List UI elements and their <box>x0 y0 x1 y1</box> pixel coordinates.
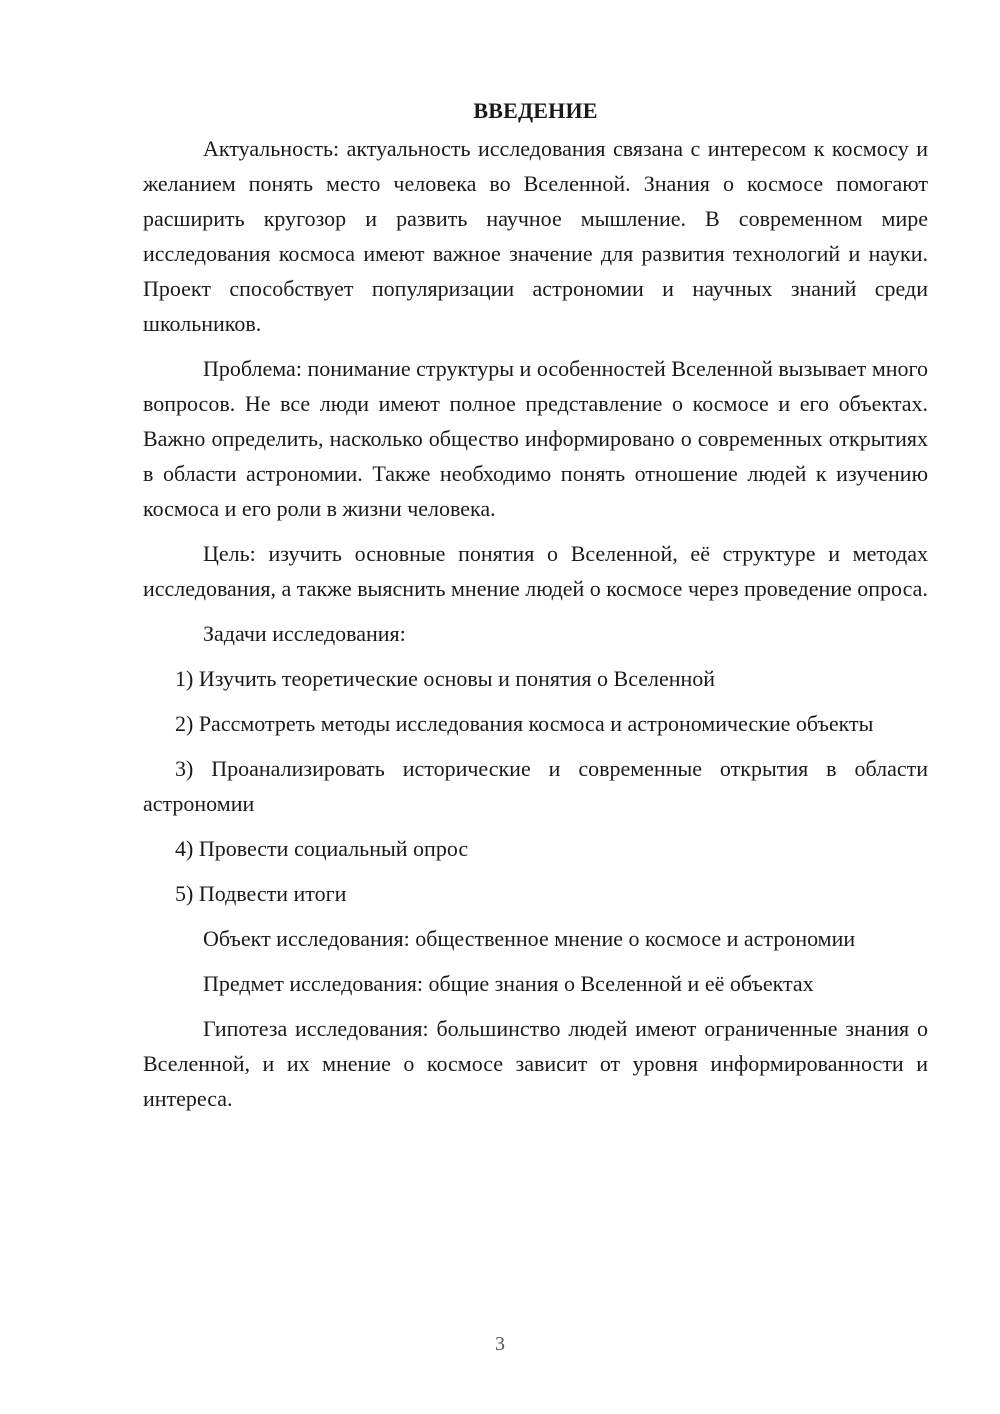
page-number: 3 <box>495 1333 505 1355</box>
goal-paragraph: Цель: изучить основные понятия о Вселенной, её структуре и методах исследования, а также выяснить мнение людей о космосе через проведение опроса. <box>143 541 928 601</box>
document-page <box>143 96 928 1116</box>
object-paragraph: Объект исследования: общественное мнение о космосе и астрономии <box>203 926 856 951</box>
problem-paragraph: Проблема: понимание структуры и особенностей Вселенной вызывает много вопросов. Не все люди имеют полное представление о космосе и его объектах. Важно определить, насколько общество информировано о современных открытиях в области астрономии. Также необходимо понять отношение людей к изучению космоса и его роли в жизни человека. <box>143 356 928 521</box>
relevance-paragraph: Актуальность: актуальность исследования связана с интересом к космосу и желанием понять место человека во Вселенной. Знания о космосе помогают расширить кругозор и развить научное мышление. В современном мире исследования космоса имеют важное значение для развития технологий и науки. Проект способствует популяризации астрономии и научных знаний среди школьников. <box>143 136 928 336</box>
tasks-heading: Задачи исследования: <box>203 621 406 646</box>
hypothesis-paragraph: Гипотеза исследования: большинство людей имеют ограниченные знания о Вселенной, и их мнение о космосе зависит от уровня информированности и интереса. <box>143 1016 928 1111</box>
task-item-2: 2) Рассмотреть методы исследования космоса и астрономические объекты <box>175 711 874 736</box>
task-item-3: 3) Проанализировать исторические и современные открытия в области астрономии <box>143 756 928 816</box>
section-title: ВВЕДЕНИЕ <box>473 98 598 123</box>
task-item-1: 1) Изучить теоретические основы и понятия о Вселенной <box>175 666 716 691</box>
subject-paragraph: Предмет исследования: общие знания о Вселенной и её объектах <box>203 971 814 996</box>
task-item-4: 4) Провести социальный опрос <box>175 836 469 861</box>
task-item-5: 5) Подвести итоги <box>175 881 347 906</box>
